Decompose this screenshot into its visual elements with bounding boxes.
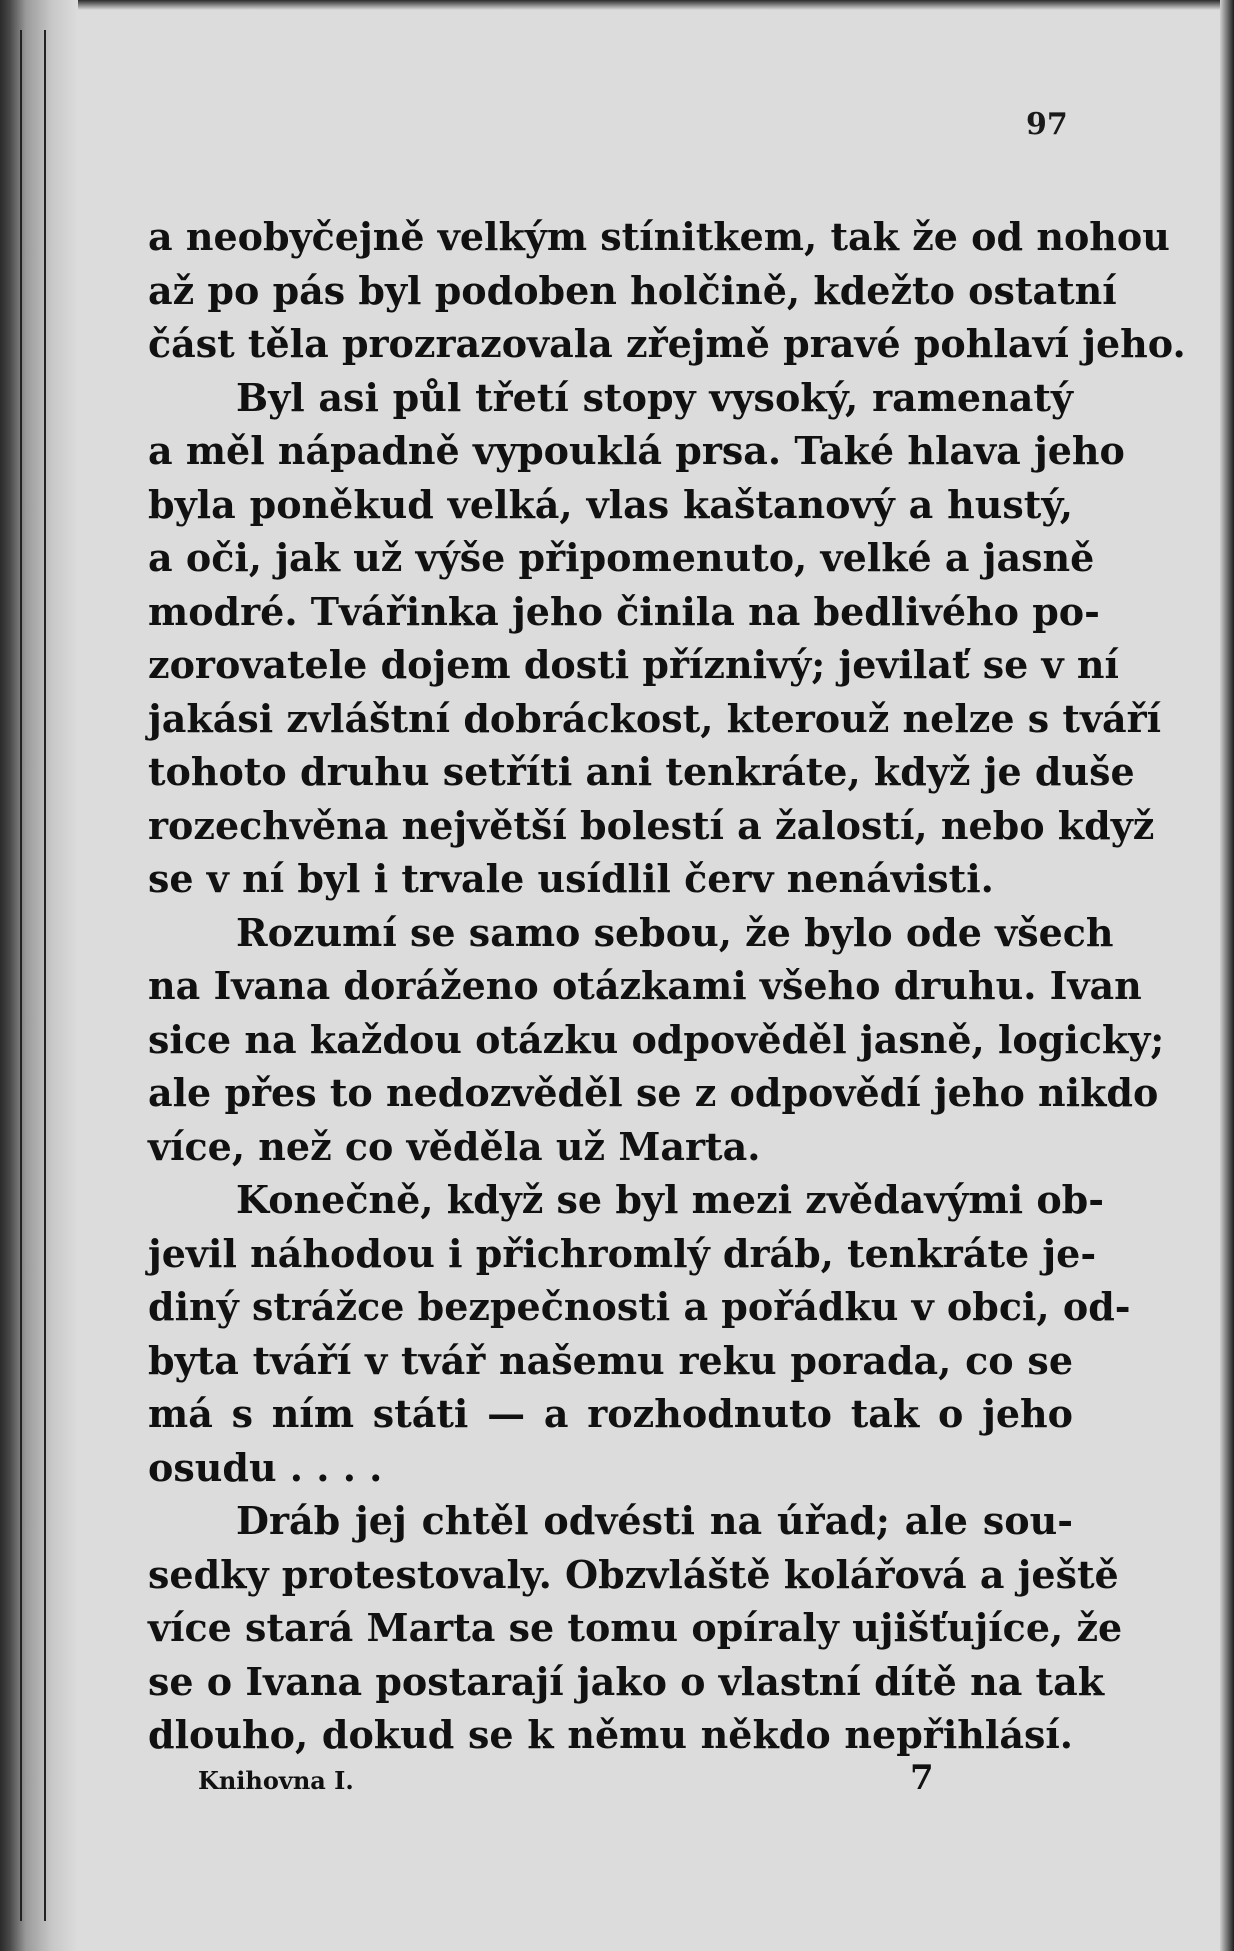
text-line: má s ním státi — a rozhodnuto tak o jeho <box>148 1391 1073 1436</box>
page-footer <box>198 1758 934 1798</box>
text-line: Byl asi půl třetí stopy vysoký, ramenatý <box>236 374 1073 420</box>
text-line: na Ivana doráženo otázkami všeho druhu. Ivan <box>148 963 1142 1008</box>
gutter-rule <box>44 30 46 1921</box>
text-line: tohoto druhu setříti ani tenkráte, když je duše <box>148 749 1135 794</box>
text-line: více, než co věděla už Marta. <box>148 1123 761 1169</box>
text-line: rozechvěna největší bolestí a žalostí, nebo když <box>148 802 1155 848</box>
text-line: osudu . . . . <box>148 1444 383 1490</box>
text-line: a oči, jak už výše připomenuto, velké a jasně <box>148 535 1095 580</box>
page-top-edge <box>0 0 1234 10</box>
text-line: a měl nápadně vypouklá prsa. Také hlava jeho <box>148 428 1125 473</box>
text-line: ale přes to nedozvěděl se z odpovědí jeho nikdo <box>148 1070 1159 1115</box>
page-number: 97 <box>1026 107 1068 142</box>
text-line: diný strážce bezpečnosti a pořádku v obci, od- <box>148 1284 1131 1329</box>
text-line: až po pás byl podoben holčině, kdežto ostatní <box>148 267 1117 313</box>
text-line: sice na každou otázku odpověděl jasně, logicky; <box>148 1016 1165 1062</box>
text-line: se v ní byl i trvale usídlil červ nenávisti. <box>148 856 994 901</box>
page-body-text <box>148 210 1186 1762</box>
page-gutter <box>0 0 78 1951</box>
text-line: sedky protestovaly. Obzvláště kolářová a ještě <box>148 1551 1119 1597</box>
footer-sheet-number: 7 <box>910 1758 934 1798</box>
text-line: se o Ivana postarají jako o vlastní dítě na tak <box>148 1658 1105 1704</box>
page-right-edge <box>1220 0 1234 1951</box>
text-line: část těla prozrazovala zřejmě pravé pohlaví jeho. <box>148 321 1186 366</box>
text-line: byta tváří v tvář našemu reku porada, co se <box>148 1337 1073 1383</box>
text-line: více stará Marta se tomu opíraly ujišťujíce, že <box>148 1605 1123 1650</box>
text-line: zorovatele dojem dosti příznivý; jevilať se v ní <box>148 642 1119 687</box>
footer-signature: Knihovna I. <box>198 1766 354 1795</box>
text-line: jevil náhodou i přichromlý dráb, tenkráte je- <box>148 1230 1097 1276</box>
text-line: a neobyčejně velkým stínitkem, tak že od nohou <box>148 214 1170 259</box>
text-line: dlouho, dokud se k němu někdo nepřihlásí. <box>148 1712 1073 1757</box>
text-line: byla poněkud velká, vlas kaštanový a hustý, <box>148 481 1073 527</box>
text-line: modré. Tvářinka jeho činila na bedlivého po- <box>148 588 1100 634</box>
text-line: jakási zvláštní dobráckost, kterouž nelze s tváří <box>148 695 1162 741</box>
text-line: Konečně, když se byl mezi zvědavými ob- <box>236 1177 1105 1222</box>
text-line: Dráb jej chtěl odvésti na úřad; ale sou- <box>236 1498 1073 1543</box>
text-line: Rozumí se samo sebou, že bylo ode všech <box>236 909 1114 955</box>
gutter-rule <box>20 30 22 1921</box>
